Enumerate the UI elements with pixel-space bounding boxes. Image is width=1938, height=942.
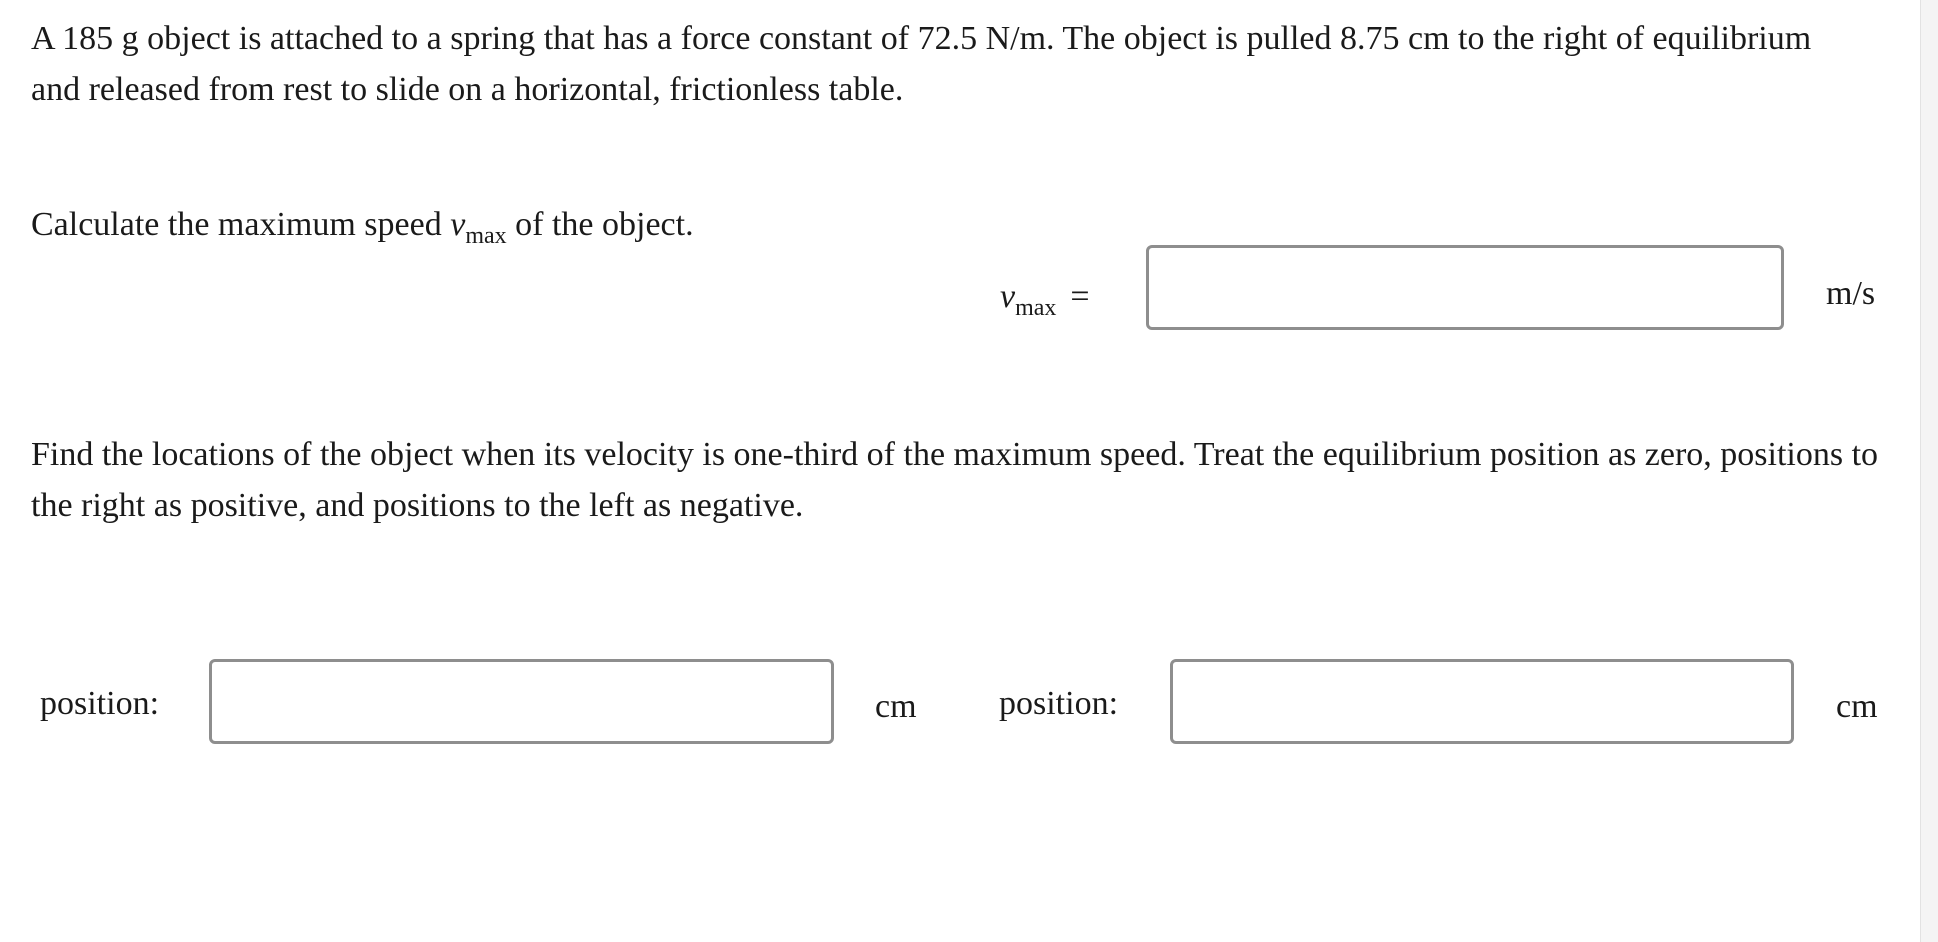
vmax-input[interactable] — [1146, 245, 1784, 330]
vmax-answer-label — [1000, 277, 1090, 320]
position-1-unit: cm — [875, 688, 917, 725]
vmax-unit: m/s — [1826, 275, 1876, 312]
position-2-unit: cm — [1836, 688, 1878, 725]
equals-sign: = — [1070, 278, 1090, 315]
vmax-label-symbol: $v_{max}$ — [1000, 278, 1057, 321]
position-1-label: position: — [40, 685, 160, 722]
problem-statement: A 185 g object is attached to a spring that has a force constant of 72.5 N/m. The object is pulled 8.75 cm to the right of equilibrium and released from rest to slide on a horizontal, frictionless table. — [31, 20, 1812, 108]
vmax-symbol: $v_{max}$ — [450, 206, 507, 249]
part2-prompt: Find the locations of the object when its velocity is one-third of the maximum speed. Treat the equilibrium position as zero, positions to the right as positive, and positions to the left as negative. — [31, 436, 1879, 524]
position-2-label: position: — [999, 685, 1119, 722]
position-2-input[interactable] — [1170, 659, 1794, 744]
right-scrollbar-track[interactable] — [1920, 0, 1938, 942]
part1-prompt-before: Calculate the maximum speed — [31, 206, 451, 243]
position-1-input[interactable] — [209, 659, 834, 744]
part1-prompt-after: of the object. — [506, 206, 694, 243]
